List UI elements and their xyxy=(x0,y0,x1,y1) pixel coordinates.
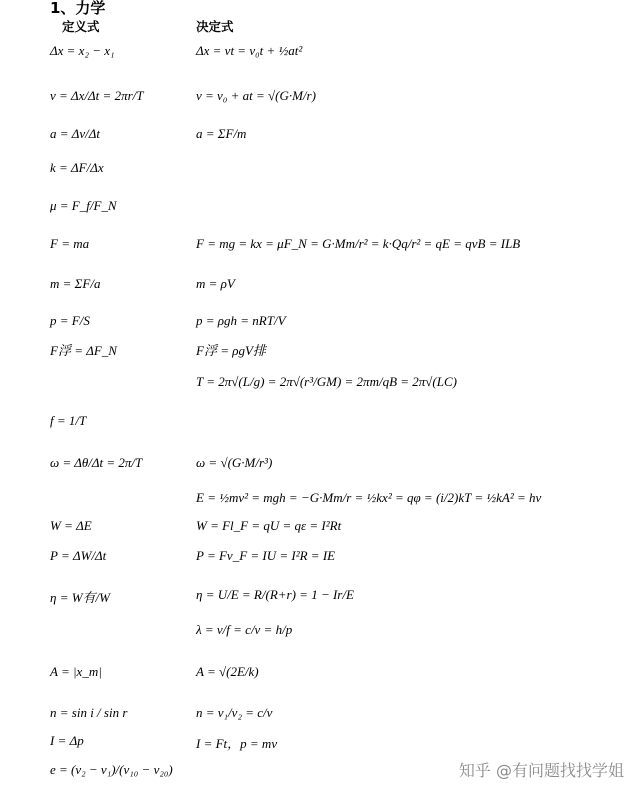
det-formula-amplitude: A = √(2E/k) xyxy=(196,664,259,679)
header-definition: 定义式 xyxy=(62,19,100,34)
det-formula-velocity: v = v₀ + at = √(G·M/r) xyxy=(196,88,316,103)
det-formula-energy: E = ½mv² = mgh = −G·Mm/r = ½kx² = qφ = (i/2)kT = ½kA² = hν xyxy=(196,490,542,505)
det-formula-angular-velocity: ω = √(G·M/r³) xyxy=(196,455,273,470)
det-formula-displacement: Δx = vt = v₀t + ½at² xyxy=(196,43,303,58)
def-formula-buoyancy: F浮 = ΔF_N xyxy=(50,343,117,358)
det-formula-efficiency: η = U/E = R/(R+r) = 1 − Ir/E xyxy=(196,587,354,602)
def-formula-force: F = ma xyxy=(50,236,90,251)
def-formula-impulse: I = Δp xyxy=(50,733,84,748)
def-formula-frequency: f = 1/T xyxy=(50,413,87,428)
det-formula-wavelength: λ = v/f = c/ν = h/p xyxy=(196,622,293,637)
def-formula-power: P = ΔW/Δt xyxy=(50,548,107,563)
det-formula-work: W = Fl_F = qU = qε = I²Rt xyxy=(196,518,342,533)
def-formula-stiffness: k = ΔF/Δx xyxy=(50,160,104,175)
det-formula-force: F = mg = kx = μF_N = G·Mm/r² = k·Qq/r² = qE = qvB = ILB xyxy=(196,236,521,251)
def-formula-pressure: p = F/S xyxy=(50,313,90,328)
det-formula-acceleration: a = ΣF/m xyxy=(196,126,247,141)
def-formula-work: W = ΔE xyxy=(50,518,92,533)
def-formula-amplitude: A = |x_m| xyxy=(50,664,102,679)
def-formula-angular-velocity: ω = Δθ/Δt = 2π/T xyxy=(50,455,143,470)
def-formula-displacement: Δx = x₂ − x₁ xyxy=(50,43,115,58)
det-formula-pressure: p = ρgh = nRT/V xyxy=(196,313,286,328)
det-formula-refractive-index: n = v₁/v₂ = c/v xyxy=(196,705,273,720)
def-formula-refractive-index: n = sin i / sin r xyxy=(50,705,128,720)
section-title: 1、力学 xyxy=(50,0,106,17)
def-formula-efficiency: η = W有/W xyxy=(50,590,110,605)
det-formula-buoyancy: F浮 = ρgV排 xyxy=(196,343,266,358)
header-determination: 决定式 xyxy=(196,19,234,34)
def-formula-mass: m = ΣF/a xyxy=(50,276,101,291)
det-formula-period: T = 2π√(L/g) = 2π√(r³/GM) = 2πm/qB = 2π√(LC) xyxy=(196,374,457,389)
watermark: 知乎 @有问题找找学姐 xyxy=(458,761,624,780)
def-formula-velocity: v = Δx/Δt = 2πr/T xyxy=(50,88,144,103)
det-formula-power: P = Fv_F = IU = I²R = IE xyxy=(196,548,336,563)
det-formula-impulse: I = Ft，p = mv xyxy=(196,736,278,751)
def-formula-friction-coefficient: μ = F_f/F_N xyxy=(50,198,117,213)
det-formula-mass: m = ρV xyxy=(196,276,235,291)
def-formula-acceleration: a = Δv/Δt xyxy=(50,126,101,141)
def-formula-restitution: e = (v₂ − v₁)/(v₁₀ − v₂₀) xyxy=(50,762,173,777)
